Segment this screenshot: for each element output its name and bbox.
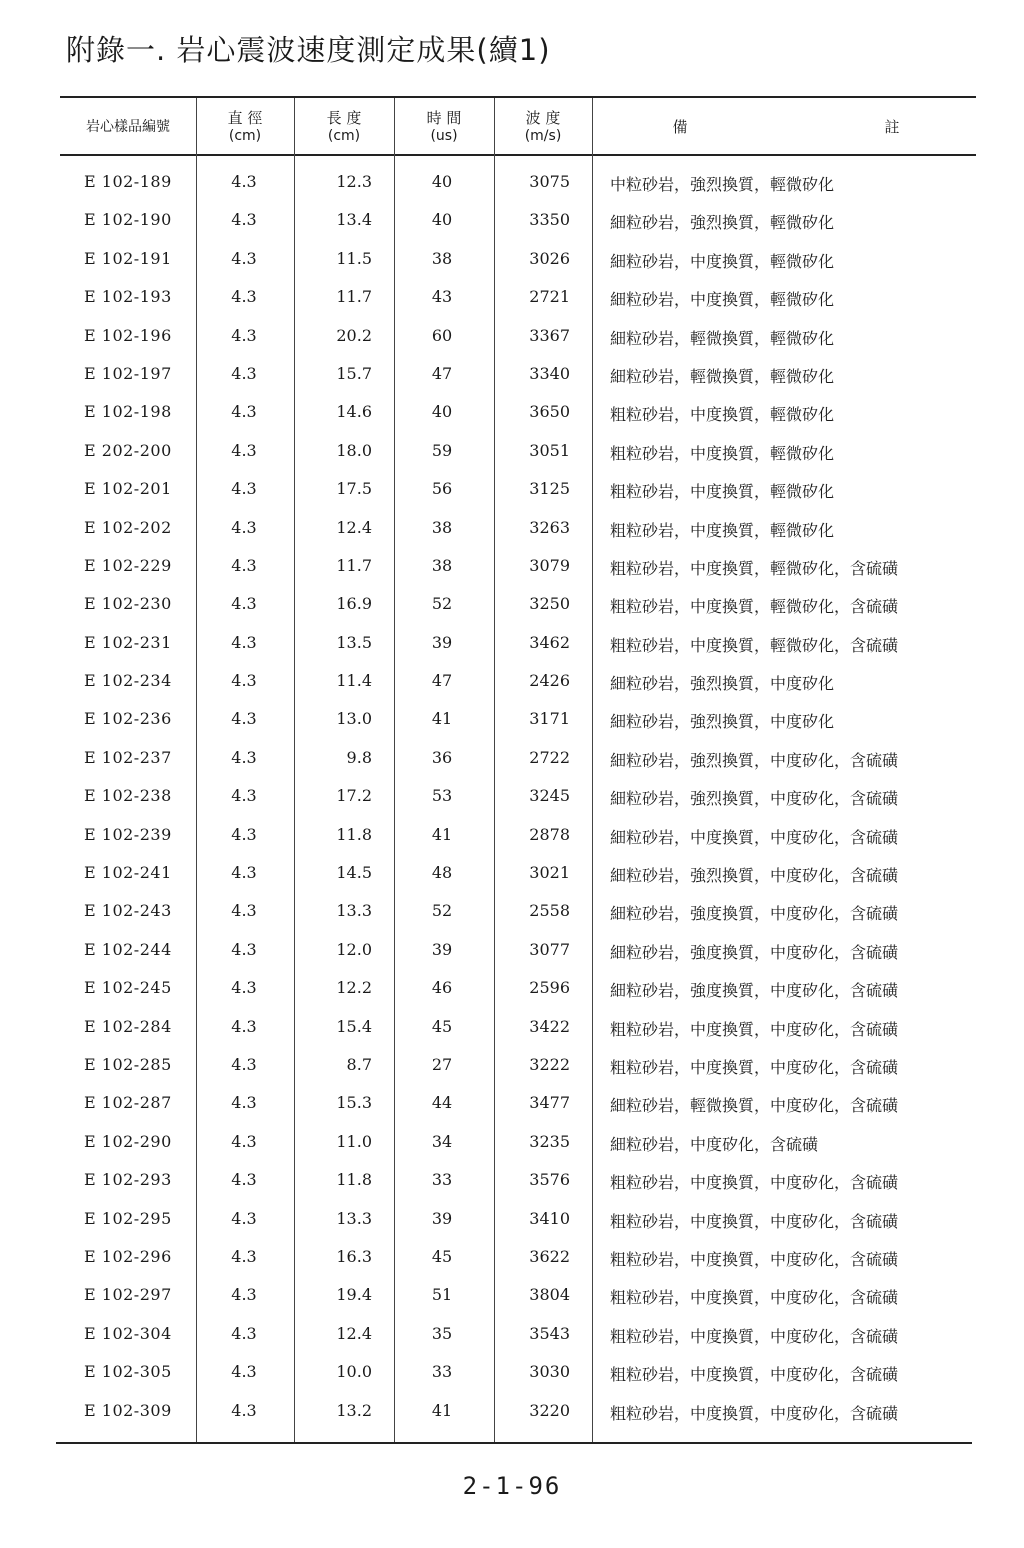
length-cell: 12.2 (336, 978, 372, 998)
length-cell: 13.5 (336, 632, 372, 652)
time-cell: 43 (431, 287, 453, 307)
velocity-cell: 3075 (529, 172, 570, 191)
sample-id-cell: E 202-200 (84, 440, 172, 460)
time-cell: 33 (431, 1362, 453, 1382)
length-cell: 15.7 (336, 363, 372, 383)
remark-cell: 細粒砂岩，強烈換質，中度矽化，含硫磺 (610, 789, 899, 809)
diameter-cell: 4.3 (231, 1362, 257, 1382)
header-diameter (196, 100, 294, 154)
length-cell: 13.2 (336, 1400, 372, 1420)
diameter-cell: 4.3 (231, 747, 257, 767)
time-cell: 52 (431, 901, 453, 921)
length-cell: 12.0 (336, 939, 372, 959)
length-cell: 13.4 (336, 210, 372, 230)
sample-id-cell: E 102-241 (84, 863, 172, 883)
remark-cell: 細粒砂岩，強度換質，中度矽化，含硫磺 (610, 904, 899, 924)
velocity-cell: 2878 (529, 824, 570, 844)
table-row (0, 279, 1024, 317)
remark-cell: 細粒砂岩，輕微換質，輕微矽化 (610, 328, 835, 348)
sample-id-cell: E 102-305 (84, 1362, 172, 1382)
length-cell: 11.7 (336, 287, 372, 307)
remark-cell: 細粒砂岩，中度換質，輕微矽化 (610, 290, 835, 310)
remark-cell: 細粒砂岩，強烈換質，中度矽化，含硫磺 (610, 866, 899, 886)
table-row (0, 663, 1024, 701)
velocity-cell: 3263 (529, 517, 570, 537)
header-remark-left-label: 備 (672, 118, 688, 136)
header-sample-id-label: 岩心樣品編號 (86, 119, 170, 135)
remark-cell: 細粒砂岩，強烈換質，輕微矽化 (610, 213, 835, 233)
diameter-cell: 4.3 (231, 632, 257, 652)
velocity-cell: 3220 (529, 1400, 570, 1420)
time-cell: 38 (431, 555, 453, 575)
time-cell: 56 (431, 479, 453, 499)
diameter-cell: 4.3 (231, 555, 257, 575)
remark-cell: 細粒砂岩，中度換質，中度矽化，含硫磺 (610, 827, 899, 847)
velocity-cell: 2596 (529, 978, 570, 998)
time-cell: 47 (431, 671, 453, 691)
header-remark-right-label: 註 (884, 118, 900, 136)
length-cell: 13.3 (336, 901, 372, 921)
sample-id-cell: E 102-295 (84, 1208, 172, 1228)
page-title: 附錄一. 岩心震波速度測定成果(續1) (66, 33, 551, 67)
remark-cell: 粗粒砂岩，中度換質，輕微矽化 (610, 405, 835, 425)
remark-cell: 粗粒砂岩，中度換質，輕微矽化，含硫磺 (610, 558, 899, 578)
diameter-cell: 4.3 (231, 1400, 257, 1420)
diameter-cell: 4.3 (231, 1131, 257, 1151)
remark-cell: 粗粒砂岩，中度換質，中度矽化，含硫磺 (610, 1249, 899, 1269)
sample-id-cell: E 102-243 (84, 901, 172, 921)
velocity-cell: 3804 (529, 1285, 570, 1305)
time-cell: 27 (431, 1054, 453, 1074)
table-row (0, 1393, 1024, 1431)
velocity-cell: 3245 (529, 786, 570, 806)
length-cell: 11.0 (336, 1131, 372, 1151)
remark-cell: 粗粒砂岩，中度換質，輕微矽化，含硫磺 (610, 597, 899, 617)
remark-cell: 粗粒砂岩，中度換質，中度矽化，含硫磺 (610, 1211, 899, 1231)
sample-id-cell: E 102-287 (84, 1093, 172, 1113)
time-cell: 40 (431, 172, 453, 191)
remark-cell: 細粒砂岩，中度換質，輕微矽化 (610, 251, 835, 271)
diameter-cell: 4.3 (231, 1054, 257, 1074)
diameter-cell: 4.3 (231, 786, 257, 806)
sample-id-cell: E 102-234 (84, 671, 172, 691)
table-row (0, 1124, 1024, 1162)
remark-cell: 細粒砂岩，輕微換質，輕微矽化 (610, 366, 835, 386)
sample-id-cell: E 102-193 (84, 287, 172, 307)
diameter-cell: 4.3 (231, 402, 257, 422)
sample-id-cell: E 102-284 (84, 1016, 172, 1036)
remark-cell: 粗粒砂岩，中度換質，中度矽化，含硫磺 (610, 1288, 899, 1308)
sample-id-cell: E 102-197 (84, 363, 172, 383)
remark-cell: 粗粒砂岩，中度換質，中度矽化，含硫磺 (610, 1365, 899, 1385)
diameter-cell: 4.3 (231, 1323, 257, 1343)
diameter-cell: 4.3 (231, 939, 257, 959)
velocity-cell: 3077 (529, 939, 570, 959)
remark-cell: 細粒砂岩，強烈換質，中度矽化 (610, 674, 835, 694)
sample-id-cell: E 102-196 (84, 325, 172, 345)
diameter-cell: 4.3 (231, 479, 257, 499)
diameter-cell: 4.3 (231, 363, 257, 383)
length-cell: 20.2 (336, 325, 372, 345)
time-cell: 40 (431, 210, 453, 230)
velocity-cell: 3543 (529, 1323, 570, 1343)
header-sample-id (60, 100, 196, 154)
length-cell: 11.5 (336, 248, 372, 268)
header-time-label: 時 間 (426, 109, 462, 127)
sample-id-cell: E 102-296 (84, 1246, 172, 1266)
sample-id-cell: E 102-293 (84, 1170, 172, 1190)
velocity-cell: 3477 (529, 1093, 570, 1113)
sample-id-cell: E 102-290 (84, 1131, 172, 1151)
length-cell: 12.4 (336, 517, 372, 537)
velocity-cell: 2558 (529, 901, 570, 921)
diameter-cell: 4.3 (231, 824, 257, 844)
table-row (0, 433, 1024, 471)
diameter-cell: 4.3 (231, 1208, 257, 1228)
length-cell: 17.2 (336, 786, 372, 806)
remark-cell: 粗粒砂岩，中度換質，中度矽化，含硫磺 (610, 1403, 899, 1423)
time-cell: 53 (431, 786, 453, 806)
remark-cell: 細粒砂岩，中度矽化，含硫磺 (610, 1134, 819, 1154)
sample-id-cell: E 102-191 (84, 248, 172, 268)
table-row (0, 202, 1024, 240)
table-header-rule (60, 154, 976, 156)
length-cell: 15.3 (336, 1093, 372, 1113)
diameter-cell: 4.3 (231, 517, 257, 537)
time-cell: 39 (431, 1208, 453, 1228)
table-row (0, 548, 1024, 586)
velocity-cell: 3051 (529, 440, 570, 460)
diameter-cell: 4.3 (231, 901, 257, 921)
time-cell: 41 (431, 824, 453, 844)
length-cell: 12.3 (336, 172, 372, 191)
diameter-cell: 4.3 (231, 594, 257, 614)
table-row (0, 318, 1024, 356)
remark-cell: 粗粒砂岩，中度換質，中度矽化，含硫磺 (610, 1057, 899, 1077)
header-diameter-unit: (cm) (228, 128, 262, 144)
length-cell: 8.7 (346, 1054, 372, 1074)
table-row (0, 471, 1024, 509)
length-cell: 17.5 (336, 479, 372, 499)
remark-cell: 細粒砂岩，輕微換質，中度矽化，含硫磺 (610, 1096, 899, 1116)
table-row (0, 1085, 1024, 1123)
time-cell: 40 (431, 402, 453, 422)
sample-id-cell: E 102-245 (84, 978, 172, 998)
velocity-cell: 2426 (529, 671, 570, 691)
table-row (0, 394, 1024, 432)
table-row (0, 970, 1024, 1008)
diameter-cell: 4.3 (231, 1246, 257, 1266)
time-cell: 51 (431, 1285, 453, 1305)
table-row (0, 356, 1024, 394)
sample-id-cell: E 102-237 (84, 747, 172, 767)
sample-id-cell: E 102-198 (84, 402, 172, 422)
length-cell: 13.3 (336, 1208, 372, 1228)
table-row (0, 740, 1024, 778)
page-number: 2-1-96 (462, 1472, 562, 1500)
time-cell: 60 (431, 325, 453, 345)
table-row (0, 1009, 1024, 1047)
table-row (0, 164, 1024, 202)
length-cell: 13.0 (336, 709, 372, 729)
velocity-cell: 3125 (529, 479, 570, 499)
length-cell: 15.4 (336, 1016, 372, 1036)
length-cell: 10.0 (336, 1362, 372, 1382)
sample-id-cell: E 102-285 (84, 1054, 172, 1074)
diameter-cell: 4.3 (231, 1285, 257, 1305)
remark-cell: 細粒砂岩，強烈換質，中度矽化，含硫磺 (610, 750, 899, 770)
diameter-cell: 4.3 (231, 863, 257, 883)
diameter-cell: 4.3 (231, 978, 257, 998)
table-row (0, 510, 1024, 548)
sample-id-cell: E 102-201 (84, 479, 172, 499)
header-remark-left (660, 100, 700, 154)
table-row (0, 1047, 1024, 1085)
velocity-cell: 3650 (529, 402, 570, 422)
table-row (0, 1201, 1024, 1239)
header-velocity-label: 波 度 (525, 109, 561, 127)
table-bottom-rule (56, 1442, 972, 1444)
table-row (0, 586, 1024, 624)
velocity-cell: 3021 (529, 863, 570, 883)
sample-id-cell: E 102-309 (84, 1400, 172, 1420)
sample-id-cell: E 102-236 (84, 709, 172, 729)
length-cell: 11.8 (336, 1170, 372, 1190)
length-cell: 16.3 (336, 1246, 372, 1266)
remark-cell: 粗粒砂岩，中度換質，輕微矽化 (610, 443, 835, 463)
velocity-cell: 2722 (529, 747, 570, 767)
diameter-cell: 4.3 (231, 709, 257, 729)
velocity-cell: 3340 (529, 363, 570, 383)
remark-cell: 粗粒砂岩，中度換質，輕微矽化 (610, 520, 835, 540)
table-body (0, 164, 1024, 1431)
time-cell: 36 (431, 747, 453, 767)
table-row (0, 1162, 1024, 1200)
table-row (0, 817, 1024, 855)
velocity-cell: 3367 (529, 325, 570, 345)
table-row (0, 701, 1024, 739)
remark-cell: 細粒砂岩，強烈換質，中度矽化 (610, 712, 835, 732)
length-cell: 12.4 (336, 1323, 372, 1343)
velocity-cell: 3079 (529, 555, 570, 575)
velocity-cell: 3350 (529, 210, 570, 230)
diameter-cell: 4.3 (231, 210, 257, 230)
time-cell: 35 (431, 1323, 453, 1343)
time-cell: 38 (431, 517, 453, 537)
sample-id-cell: E 102-304 (84, 1323, 172, 1343)
sample-id-cell: E 102-202 (84, 517, 172, 537)
length-cell: 19.4 (336, 1285, 372, 1305)
diameter-cell: 4.3 (231, 440, 257, 460)
diameter-cell: 4.3 (231, 671, 257, 691)
table-row (0, 625, 1024, 663)
time-cell: 46 (431, 978, 453, 998)
velocity-cell: 3422 (529, 1016, 570, 1036)
table-row (0, 855, 1024, 893)
velocity-cell: 3235 (529, 1131, 570, 1151)
time-cell: 45 (431, 1246, 453, 1266)
velocity-cell: 2721 (529, 287, 570, 307)
time-cell: 38 (431, 248, 453, 268)
sample-id-cell: E 102-239 (84, 824, 172, 844)
header-velocity-unit: (m/s) (524, 128, 562, 144)
length-cell: 11.4 (336, 671, 372, 691)
sample-id-cell: E 102-229 (84, 555, 172, 575)
sample-id-cell: E 102-297 (84, 1285, 172, 1305)
time-cell: 41 (431, 1400, 453, 1420)
remark-cell: 粗粒砂岩，中度換質，中度矽化，含硫磺 (610, 1326, 899, 1346)
velocity-cell: 3250 (529, 594, 570, 614)
time-cell: 48 (431, 863, 453, 883)
header-velocity (494, 100, 592, 154)
table-row (0, 1354, 1024, 1392)
remark-cell: 粗粒砂岩，中度換質，中度矽化，含硫磺 (610, 1173, 899, 1193)
header-length-unit: (cm) (327, 128, 361, 144)
length-cell: 14.5 (336, 863, 372, 883)
table-row (0, 778, 1024, 816)
length-cell: 9.8 (346, 747, 372, 767)
diameter-cell: 4.3 (231, 1016, 257, 1036)
time-cell: 52 (431, 594, 453, 614)
sample-id-cell: E 102-190 (84, 210, 172, 230)
velocity-cell: 3026 (529, 248, 570, 268)
remark-cell: 細粒砂岩，強度換質，中度矽化，含硫磺 (610, 981, 899, 1001)
diameter-cell: 4.3 (231, 325, 257, 345)
remark-cell: 粗粒砂岩，中度換質，輕微矽化，含硫磺 (610, 635, 899, 655)
time-cell: 45 (431, 1016, 453, 1036)
velocity-cell: 3222 (529, 1054, 570, 1074)
diameter-cell: 4.3 (231, 287, 257, 307)
velocity-cell: 3462 (529, 632, 570, 652)
velocity-cell: 3622 (529, 1246, 570, 1266)
sample-id-cell: E 102-238 (84, 786, 172, 806)
time-cell: 39 (431, 632, 453, 652)
sample-id-cell: E 102-231 (84, 632, 172, 652)
velocity-cell: 3576 (529, 1170, 570, 1190)
time-cell: 34 (431, 1131, 453, 1151)
time-cell: 33 (431, 1170, 453, 1190)
header-remark-right (872, 100, 912, 154)
table-row (0, 1239, 1024, 1277)
remark-cell: 粗粒砂岩，中度換質，中度矽化，含硫磺 (610, 1019, 899, 1039)
diameter-cell: 4.3 (231, 248, 257, 268)
time-cell: 39 (431, 939, 453, 959)
velocity-cell: 3030 (529, 1362, 570, 1382)
time-cell: 44 (431, 1093, 453, 1113)
diameter-cell: 4.3 (231, 172, 257, 191)
header-time-unit: (us) (430, 128, 458, 144)
header-length (294, 100, 394, 154)
diameter-cell: 4.3 (231, 1170, 257, 1190)
length-cell: 16.9 (336, 594, 372, 614)
length-cell: 18.0 (336, 440, 372, 460)
remark-cell: 中粒砂岩，強烈換質，輕微矽化 (610, 175, 835, 194)
velocity-cell: 3171 (529, 709, 570, 729)
header-time (394, 100, 494, 154)
table-row (0, 1277, 1024, 1315)
time-cell: 41 (431, 709, 453, 729)
velocity-cell: 3410 (529, 1208, 570, 1228)
sample-id-cell: E 102-189 (84, 172, 172, 191)
length-cell: 14.6 (336, 402, 372, 422)
table-row (0, 893, 1024, 931)
header-length-label: 長 度 (326, 109, 362, 127)
length-cell: 11.7 (336, 555, 372, 575)
time-cell: 47 (431, 363, 453, 383)
length-cell: 11.8 (336, 824, 372, 844)
table-top-rule (60, 96, 976, 98)
diameter-cell: 4.3 (231, 1093, 257, 1113)
header-diameter-label: 直 徑 (227, 109, 263, 127)
sample-id-cell: E 102-244 (84, 939, 172, 959)
table-row (0, 1316, 1024, 1354)
table-row (0, 241, 1024, 279)
remark-cell: 粗粒砂岩，中度換質，輕微矽化 (610, 482, 835, 502)
time-cell: 59 (431, 440, 453, 460)
sample-id-cell: E 102-230 (84, 594, 172, 614)
table-row (0, 932, 1024, 970)
remark-cell: 細粒砂岩，強度換質，中度矽化，含硫磺 (610, 942, 899, 962)
